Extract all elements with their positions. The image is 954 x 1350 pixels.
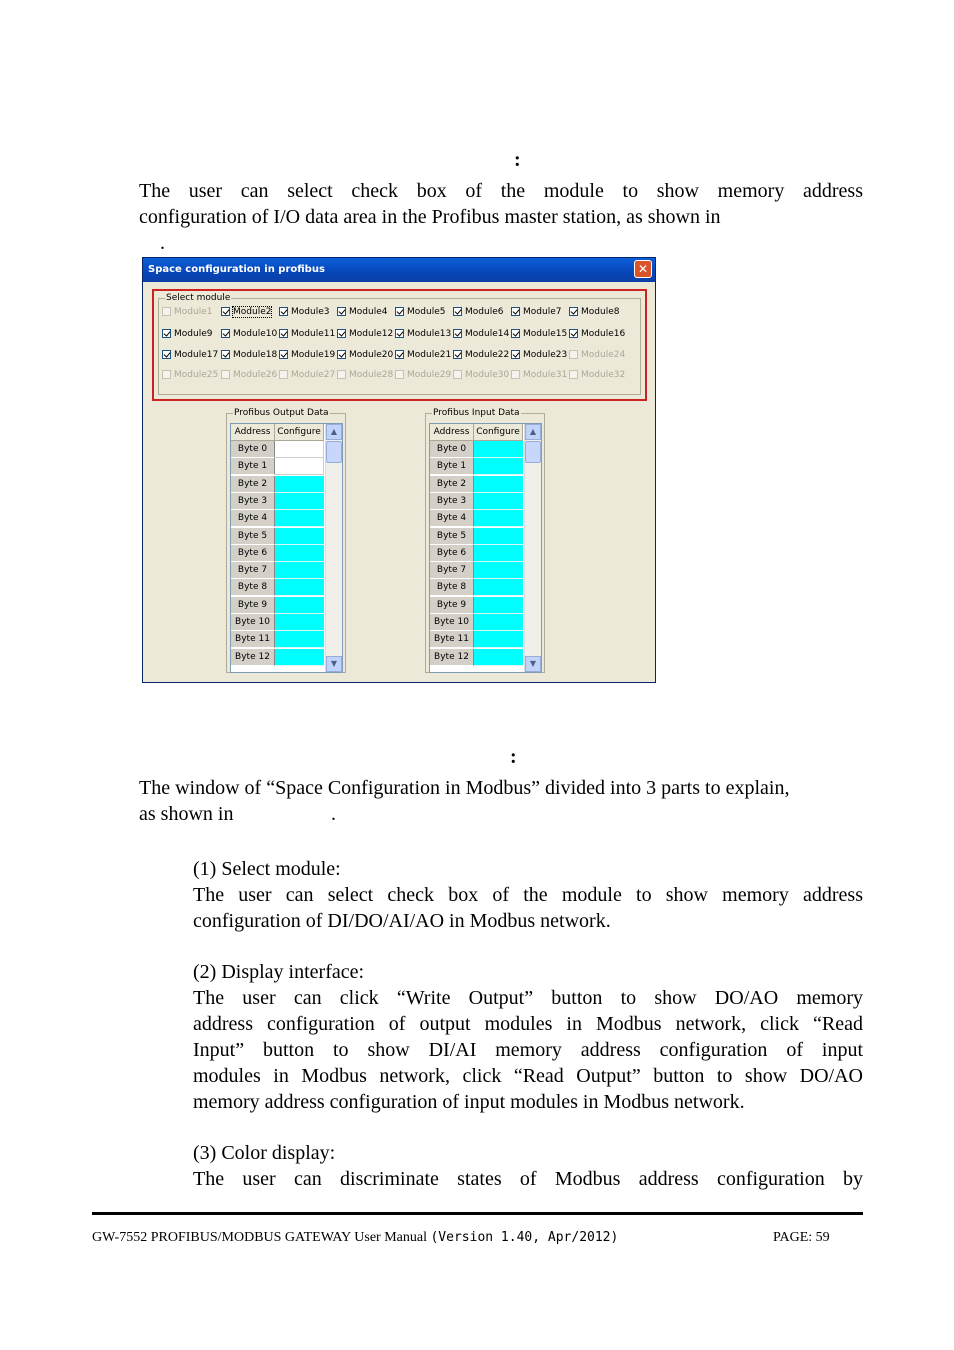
row-configure-cell[interactable]: [474, 441, 523, 458]
row-address: Byte 8: [430, 579, 474, 596]
item2-line5: memory address configuration of input modules in Modbus network.: [193, 1091, 745, 1113]
module-checkbox-15[interactable]: [511, 329, 567, 340]
checkbox-box[interactable]: [511, 329, 520, 338]
scroll-up-icon[interactable]: ▲: [525, 424, 541, 440]
select-module-label: Select module: [166, 293, 231, 303]
module-label: Module19: [291, 350, 336, 360]
row-configure-cell[interactable]: [474, 614, 523, 631]
item2-title: (2) Display interface:: [193, 961, 365, 983]
section1-para-line3: .: [160, 232, 165, 254]
row-configure-cell[interactable]: [275, 614, 324, 631]
checkbox-box[interactable]: [162, 329, 171, 338]
module-label: Module27: [291, 370, 336, 380]
module-label: Module30: [465, 370, 510, 380]
row-address: Byte 5: [430, 528, 474, 545]
module-checkbox-9[interactable]: [162, 329, 212, 340]
row-configure-cell[interactable]: [275, 476, 324, 493]
dialog-titlebar: [143, 258, 655, 282]
module-checkbox-29: [395, 370, 451, 381]
checkbox-box[interactable]: [279, 350, 288, 359]
space-config-dialog: [142, 257, 656, 683]
row-address: Byte 7: [231, 562, 275, 579]
module-label: Module25: [174, 370, 219, 380]
scroll-thumb[interactable]: [525, 441, 541, 463]
module-checkbox-2[interactable]: [221, 307, 271, 318]
item3-line1: The user can discriminate states of Modbus address configuration by: [193, 1168, 863, 1190]
row-address: Byte 4: [430, 510, 474, 527]
footer-page: PAGE: 59: [773, 1230, 830, 1245]
checkbox-box[interactable]: [279, 307, 288, 316]
row-configure-cell[interactable]: [275, 631, 324, 648]
row-configure-cell[interactable]: [474, 476, 523, 493]
profibus-input-group: [425, 408, 545, 673]
row-configure-cell[interactable]: [275, 493, 324, 510]
close-icon[interactable]: ✕: [634, 260, 652, 278]
scroll-down-icon[interactable]: ▼: [326, 656, 342, 672]
module-label: Module5: [407, 307, 446, 317]
row-address: Byte 1: [231, 458, 275, 475]
checkbox-box[interactable]: [569, 370, 578, 379]
checkbox-box[interactable]: [511, 307, 520, 316]
select-module-highlight: [152, 289, 647, 401]
module-label: Module22: [465, 350, 510, 360]
row-configure-cell[interactable]: [474, 597, 523, 614]
item2-line1: The user can click “Write Output” button to show DO/AO memory: [193, 987, 863, 1009]
section2-intro-line2b: .: [331, 803, 336, 825]
checkbox-box[interactable]: [162, 350, 171, 359]
module-label: Module9: [174, 329, 213, 339]
checkbox-box[interactable]: [337, 370, 346, 379]
row-configure-cell[interactable]: [275, 649, 324, 666]
module-checkbox-21[interactable]: [395, 350, 451, 361]
module-checkbox-18[interactable]: [221, 350, 277, 361]
output-table: [230, 423, 343, 673]
module-checkbox-16[interactable]: [569, 329, 625, 340]
module-checkbox-19[interactable]: [279, 350, 335, 361]
output-scrollbar[interactable]: [325, 424, 342, 672]
row-configure-cell[interactable]: [275, 441, 324, 458]
row-address: Byte 10: [430, 614, 474, 631]
module-checkbox-23[interactable]: [511, 350, 567, 361]
row-configure-cell[interactable]: [474, 510, 523, 527]
module-checkbox-8[interactable]: [569, 307, 619, 318]
row-address: Byte 11: [231, 631, 275, 648]
checkbox-box[interactable]: [453, 329, 462, 338]
item2-line4: modules in Modbus network, click “Read Output” button to show DO/AO: [193, 1065, 863, 1087]
select-module-group: [158, 293, 641, 395]
module-checkbox-6[interactable]: [453, 307, 503, 318]
scroll-down-icon[interactable]: ▼: [525, 656, 541, 672]
row-address: Byte 8: [231, 579, 275, 596]
module-label: Module1: [174, 307, 213, 317]
module-checkbox-26: [221, 370, 277, 381]
scroll-thumb[interactable]: [326, 441, 342, 463]
row-address: Byte 2: [231, 476, 275, 493]
checkbox-box[interactable]: [511, 370, 520, 379]
module-label: Module2: [233, 307, 272, 317]
module-checkbox-13[interactable]: [395, 329, 451, 340]
input-scrollbar[interactable]: [524, 424, 541, 672]
row-address: Byte 3: [231, 493, 275, 510]
checkbox-box[interactable]: [221, 329, 230, 338]
module-label: Module16: [581, 329, 626, 339]
checkbox-box[interactable]: [221, 350, 230, 359]
input-col-address: Address: [430, 424, 474, 441]
module-checkbox-24: [569, 350, 625, 361]
module-checkbox-12[interactable]: [337, 329, 393, 340]
module-label: Module29: [407, 370, 452, 380]
module-label: Module21: [407, 350, 452, 360]
section2-colon: :: [510, 746, 517, 768]
row-address: Byte 2: [430, 476, 474, 493]
row-configure-cell[interactable]: [275, 528, 324, 545]
module-label: Module8: [581, 307, 620, 317]
module-checkbox-11[interactable]: [279, 329, 335, 340]
input-table: [429, 423, 542, 673]
checkbox-box[interactable]: [395, 350, 404, 359]
module-label: Module24: [581, 350, 626, 360]
row-configure-cell[interactable]: [275, 458, 324, 475]
module-label: Module10: [233, 329, 278, 339]
module-label: Module23: [523, 350, 568, 360]
module-label: Module18: [233, 350, 278, 360]
module-label: Module31: [523, 370, 568, 380]
module-checkbox-30: [453, 370, 509, 381]
row-configure-cell[interactable]: [275, 597, 324, 614]
row-address: Byte 0: [430, 441, 474, 458]
item1-title: (1) Select module:: [193, 858, 341, 880]
checkbox-box[interactable]: [569, 329, 578, 338]
checkbox-box[interactable]: [279, 370, 288, 379]
dialog-title: Space configuration in profibus: [148, 264, 325, 275]
checkbox-box[interactable]: [569, 307, 578, 316]
row-configure-cell[interactable]: [275, 545, 324, 562]
row-configure-cell[interactable]: [474, 493, 523, 510]
row-address: Byte 10: [231, 614, 275, 631]
output-col-address: Address: [231, 424, 275, 441]
module-checkbox-20[interactable]: [337, 350, 393, 361]
checkbox-box[interactable]: [162, 370, 171, 379]
module-label: Module20: [349, 350, 394, 360]
row-address: Byte 1: [430, 458, 474, 475]
module-checkbox-5[interactable]: [395, 307, 445, 318]
section1-para-line2: configuration of I/O data area in the Profibus master station, as shown in: [139, 206, 721, 228]
row-address: Byte 12: [430, 649, 474, 666]
checkbox-box[interactable]: [279, 329, 288, 338]
row-address: Byte 3: [430, 493, 474, 510]
item2-line3: Input” button to show DI/AI memory address configuration of input: [193, 1039, 863, 1061]
checkbox-box[interactable]: [221, 370, 230, 379]
module-checkbox-32: [569, 370, 625, 381]
checkbox-box[interactable]: [395, 370, 404, 379]
row-configure-cell[interactable]: [474, 649, 523, 666]
row-address: Byte 12: [231, 649, 275, 666]
footer-title: [92, 1229, 618, 1247]
module-checkbox-17[interactable]: [162, 350, 218, 361]
module-checkbox-31: [511, 370, 567, 381]
module-checkbox-28: [337, 370, 393, 381]
section1-para-line1: The user can select check box of the module to show memory address: [139, 180, 863, 202]
row-configure-cell[interactable]: [474, 528, 523, 545]
row-configure-cell[interactable]: [275, 562, 324, 579]
row-address: Byte 5: [231, 528, 275, 545]
module-checkbox-3[interactable]: [279, 307, 329, 318]
checkbox-box[interactable]: [221, 307, 230, 316]
scroll-up-icon[interactable]: ▲: [326, 424, 342, 440]
module-label: Module13: [407, 329, 452, 339]
checkbox-box[interactable]: [162, 307, 171, 316]
module-label: Module7: [523, 307, 562, 317]
module-label: Module12: [349, 329, 394, 339]
checkbox-box[interactable]: [395, 307, 404, 316]
input-group-label: Profibus Input Data: [433, 408, 520, 418]
checkbox-box[interactable]: [337, 350, 346, 359]
row-configure-cell[interactable]: [275, 510, 324, 527]
row-address: Byte 4: [231, 510, 275, 527]
row-configure-cell[interactable]: [275, 579, 324, 596]
footer-version: (Version 1.40, Apr/2012): [430, 1230, 619, 1245]
checkbox-box[interactable]: [453, 350, 462, 359]
profibus-output-group: [226, 408, 346, 673]
module-label: Module14: [465, 329, 510, 339]
checkbox-box[interactable]: [453, 307, 462, 316]
output-group-label: Profibus Output Data: [234, 408, 329, 418]
module-label: Module4: [349, 307, 388, 317]
row-address: Byte 9: [430, 597, 474, 614]
row-address: Byte 11: [430, 631, 474, 648]
checkbox-box[interactable]: [337, 307, 346, 316]
row-address: Byte 6: [231, 545, 275, 562]
module-label: Module28: [349, 370, 394, 380]
module-label: Module6: [465, 307, 504, 317]
row-configure-cell[interactable]: [474, 631, 523, 648]
item1-line2: configuration of DI/DO/AI/AO in Modbus network.: [193, 910, 611, 932]
row-address: Byte 0: [231, 441, 275, 458]
module-label: Module11: [291, 329, 336, 339]
module-checkbox-1: [162, 307, 212, 318]
item3-title: (3) Color display:: [193, 1142, 336, 1164]
section2-intro-line2a: as shown in: [139, 803, 234, 825]
footer-manual: GW-7552 PROFIBUS/MODBUS GATEWAY User Manual: [92, 1230, 431, 1245]
row-address: Byte 9: [231, 597, 275, 614]
module-label: Module26: [233, 370, 278, 380]
row-configure-cell[interactable]: [474, 579, 523, 596]
checkbox-box[interactable]: [337, 329, 346, 338]
module-label: Module32: [581, 370, 626, 380]
checkbox-box[interactable]: [395, 329, 404, 338]
module-checkbox-4[interactable]: [337, 307, 387, 318]
module-checkbox-27: [279, 370, 335, 381]
section2-intro-line1: The window of “Space Configuration in Modbus” divided into 3 parts to explain,: [139, 777, 790, 799]
row-address: Byte 6: [430, 545, 474, 562]
input-col-configure: Configure: [474, 424, 523, 441]
module-label: Module3: [291, 307, 330, 317]
module-checkbox-10[interactable]: [221, 329, 277, 340]
module-checkbox-25: [162, 370, 218, 381]
row-address: Byte 7: [430, 562, 474, 579]
module-label: Module15: [523, 329, 568, 339]
section1-colon: :: [514, 149, 521, 171]
checkbox-box[interactable]: [569, 350, 578, 359]
checkbox-box[interactable]: [453, 370, 462, 379]
footer-rule: [92, 1212, 863, 1215]
module-label: Module17: [174, 350, 219, 360]
module-checkbox-7[interactable]: [511, 307, 561, 318]
output-col-configure: Configure: [275, 424, 324, 441]
item2-line2: address configuration of output modules in Modbus network, click “Read: [193, 1013, 863, 1035]
module-checkbox-22[interactable]: [453, 350, 509, 361]
checkbox-box[interactable]: [511, 350, 520, 359]
row-configure-cell[interactable]: [474, 545, 523, 562]
item1-line1: The user can select check box of the module to show memory address: [193, 884, 863, 906]
module-checkbox-14[interactable]: [453, 329, 509, 340]
row-configure-cell[interactable]: [474, 562, 523, 579]
row-configure-cell[interactable]: [474, 458, 523, 475]
